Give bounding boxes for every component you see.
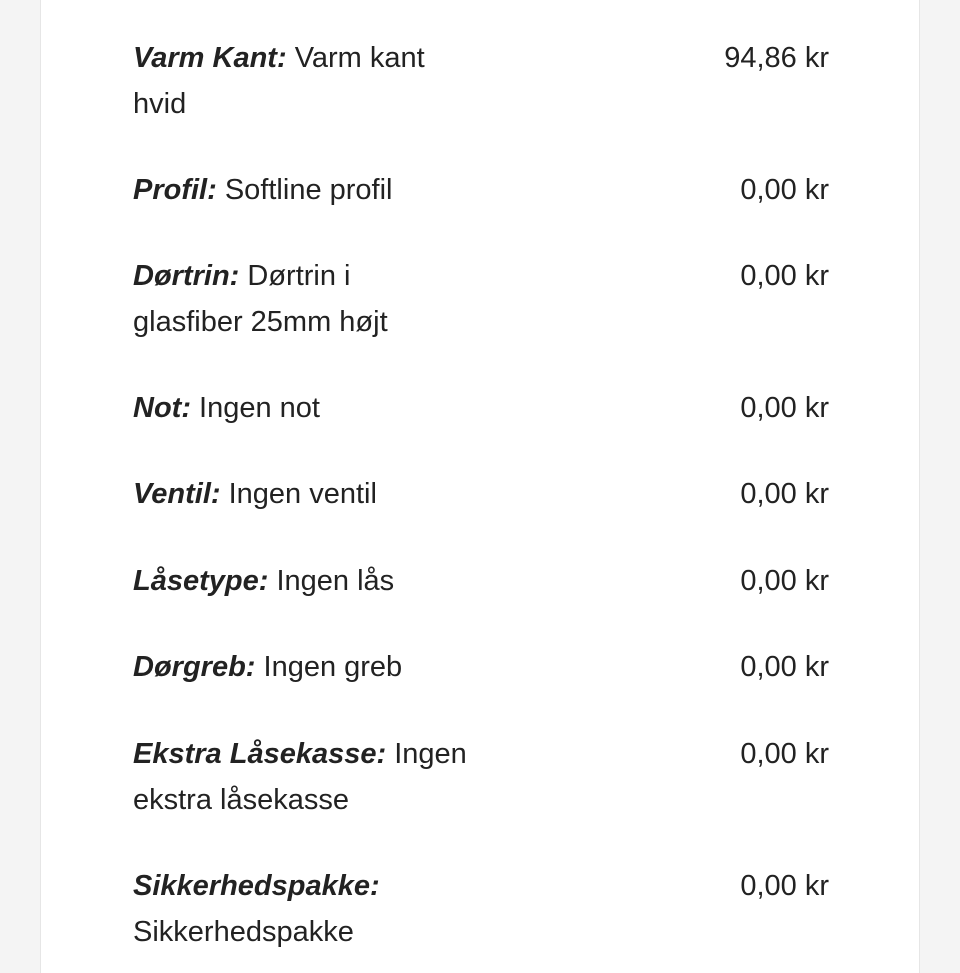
item-description <box>133 253 388 345</box>
item-price: 94,86 kr <box>724 42 829 74</box>
item-label: Varm Kant: <box>133 42 287 74</box>
item-description <box>133 863 380 955</box>
item-value: Varm kant <box>294 42 425 74</box>
item-description <box>133 385 320 431</box>
item-price: 0,00 kr <box>740 565 829 597</box>
item-description <box>133 471 377 517</box>
item-value: Ingen <box>394 738 467 770</box>
item-description <box>133 644 402 690</box>
item-value: Ingen lås <box>276 565 395 597</box>
item-value-continued: hvid <box>133 88 187 120</box>
item-value-continued: glasfiber 25mm højt <box>133 306 388 338</box>
item-price: 0,00 kr <box>740 738 829 770</box>
item-value: Softline profil <box>224 174 393 206</box>
item-price: 0,00 kr <box>740 651 829 683</box>
order-summary-panel <box>40 0 920 973</box>
item-label: Ekstra Låsekasse: <box>133 738 387 770</box>
item-price: 0,00 kr <box>740 174 829 206</box>
item-price: 0,00 kr <box>740 392 829 424</box>
item-value-continued: ekstra låsekasse <box>133 784 349 816</box>
item-value: Dørtrin i <box>247 260 351 292</box>
item-description <box>133 731 467 823</box>
item-label: Dørtrin: <box>133 260 240 292</box>
item-label: Låsetype: <box>133 565 269 597</box>
item-description <box>133 35 425 127</box>
item-label: Sikkerhedspakke: <box>133 870 380 902</box>
item-value-continued: Sikkerhedspakke <box>133 916 354 948</box>
item-value: Ingen not <box>199 392 320 424</box>
item-price: 0,00 kr <box>740 260 829 292</box>
item-label: Profil: <box>133 174 217 206</box>
item-price: 0,00 kr <box>740 478 829 510</box>
item-label: Not: <box>133 392 191 424</box>
item-description <box>133 558 394 604</box>
item-price: 0,00 kr <box>740 870 829 902</box>
item-description <box>133 167 393 213</box>
item-label: Ventil: <box>133 478 221 510</box>
item-label: Dørgreb: <box>133 651 256 683</box>
item-value: Ingen ventil <box>228 478 377 510</box>
item-value: Ingen greb <box>263 651 403 683</box>
